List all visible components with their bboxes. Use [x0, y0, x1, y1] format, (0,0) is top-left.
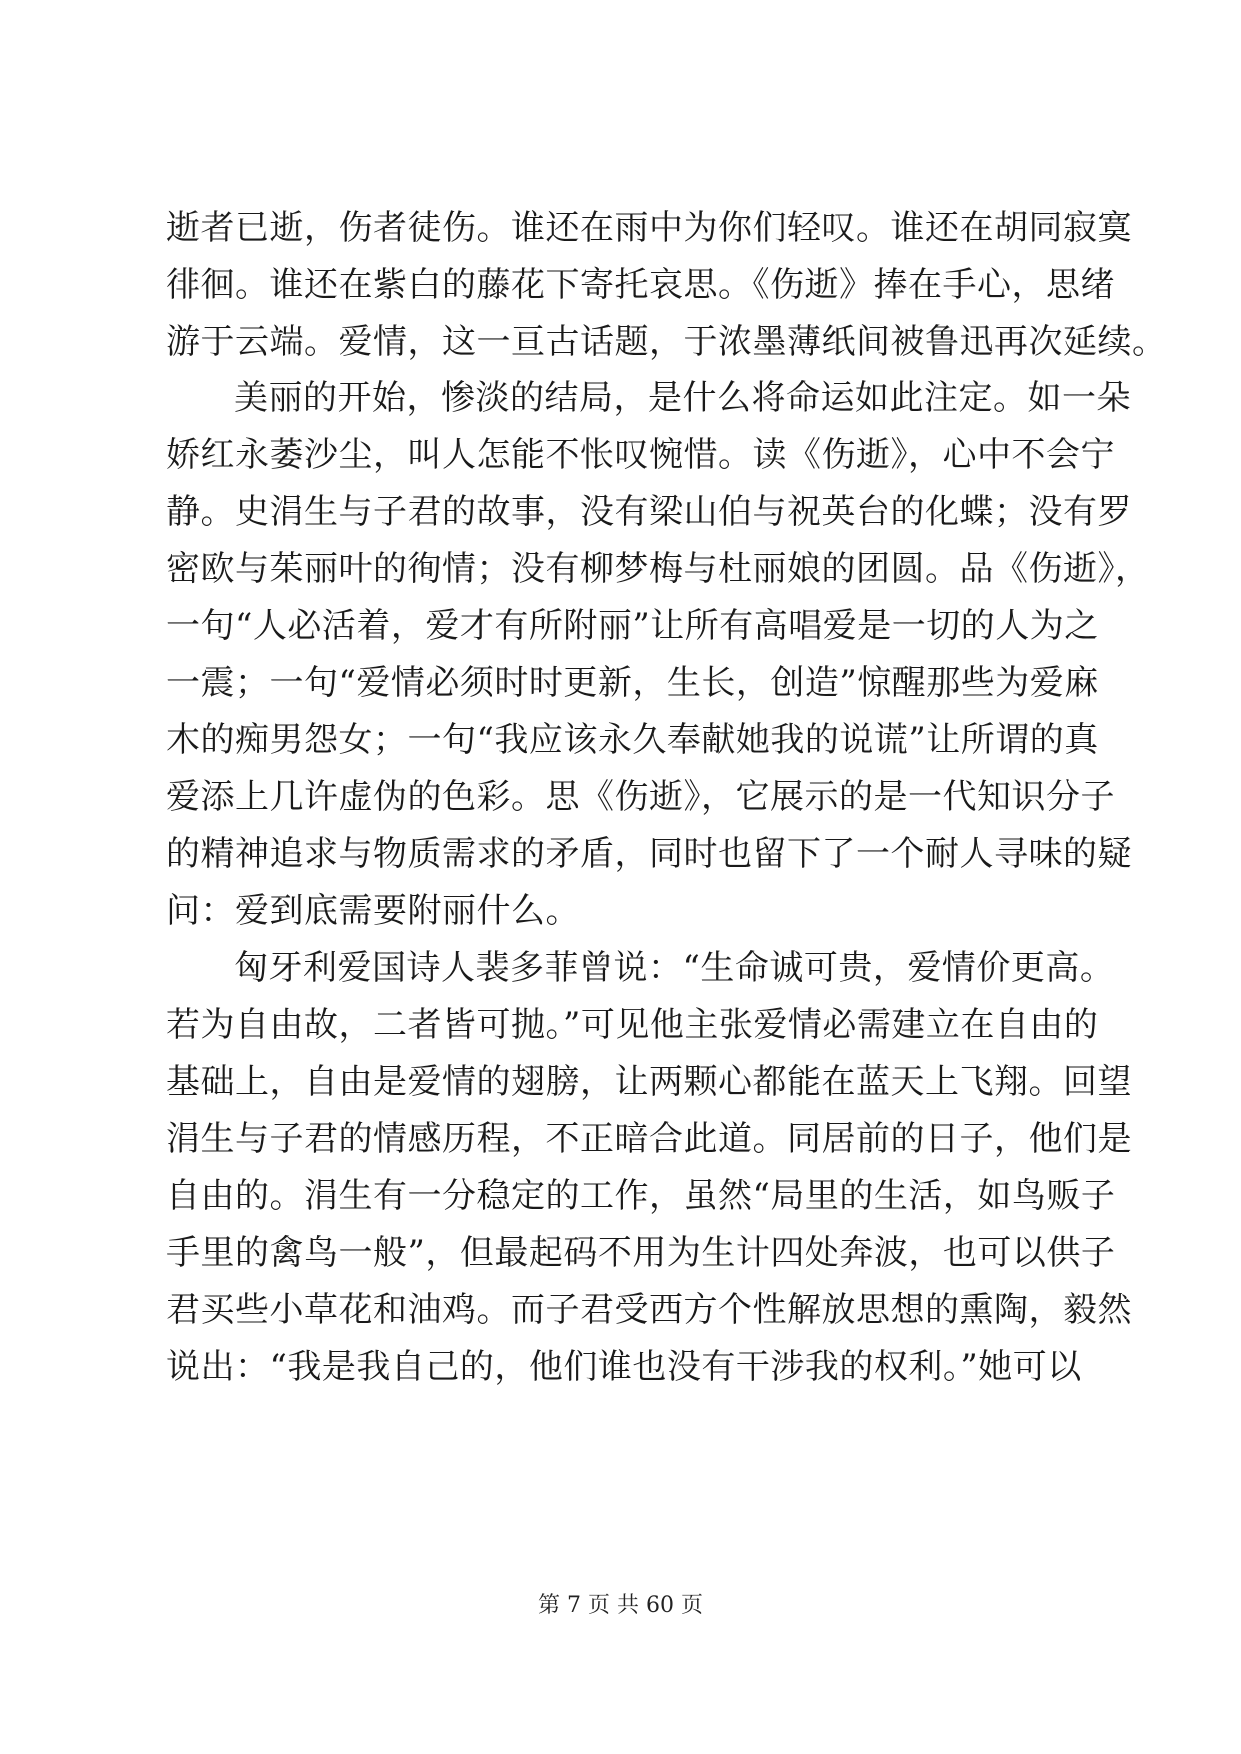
text-line: 游于云端。爱情，这一亘古话题，于浓墨薄纸间被鲁迅再次延续。 [166, 322, 1167, 362]
text-line: 徘徊。谁还在紫白的藤花下寄托哀思。《伤逝》捧在手心，思绪 [166, 265, 1115, 305]
text-line: 若为自由故，二者皆可抛。”可见他主张爱情必需建立在自由的 [166, 1005, 1099, 1045]
page-number-footer: 第 7 页 共 60 页 [538, 1593, 703, 1618]
text-line: 木的痴男怨女；一句“我应该永久奉献她我的说谎”让所谓的真 [166, 720, 1099, 760]
text-line: 君买些小草花和油鸡。而子君受西方个性解放思想的熏陶，毅然 [166, 1290, 1132, 1330]
text-line: 基础上，自由是爱情的翅膀，让两颗心都能在蓝天上飞翔。回望 [166, 1062, 1132, 1102]
paragraph-start-line: 匈牙利爱国诗人裴多菲曾说：“生命诚可贵，爱情价更高。 [234, 948, 1115, 988]
text-line: 自由的。涓生有一分稳定的工作，虽然“局里的生活，如鸟贩子 [166, 1176, 1116, 1216]
text-line: 一句“人必活着，爱才有所附丽”让所有高唱爱是一切的人为之 [166, 606, 1099, 646]
text-line: 手里的禽鸟一般”，但最起码不用为生计四处奔波，也可以供子 [166, 1233, 1116, 1273]
text-line: 问：爱到底需要附丽什么。 [166, 891, 580, 931]
text-line: 密欧与茱丽叶的徇情；没有柳梦梅与杜丽娘的团圆。品《伤逝》， [166, 549, 1150, 589]
text-line: 静。史涓生与子君的故事，没有梁山伯与祝英台的化蝶；没有罗 [166, 492, 1132, 532]
text-line: 娇红永萎沙尘，叫人怎能不怅叹惋惜。读《伤逝》，心中不会宁 [166, 435, 1115, 475]
text-line: 涓生与子君的情感历程，不正暗合此道。同居前的日子，他们是 [166, 1119, 1132, 1159]
paragraph-start-line: 美丽的开始，惨淡的结局，是什么将命运如此注定。如一朵 [234, 378, 1131, 418]
text-line: 逝者已逝，伤者徒伤。谁还在雨中为你们轻叹。谁还在胡同寂寞 [166, 208, 1132, 248]
text-line: 说出：“我是我自己的，他们谁也没有干涉我的权利。”她可以 [166, 1347, 1082, 1387]
text-line: 一震；一句“爱情必须时时更新，生长，创造”惊醒那些为爱麻 [166, 663, 1099, 703]
text-line: 爱添上几许虚伪的色彩。思《伤逝》，它展示的是一代知识分子 [166, 777, 1115, 817]
text-line: 的精神追求与物质需求的矛盾，同时也留下了一个耐人寻味的疑 [166, 834, 1132, 874]
